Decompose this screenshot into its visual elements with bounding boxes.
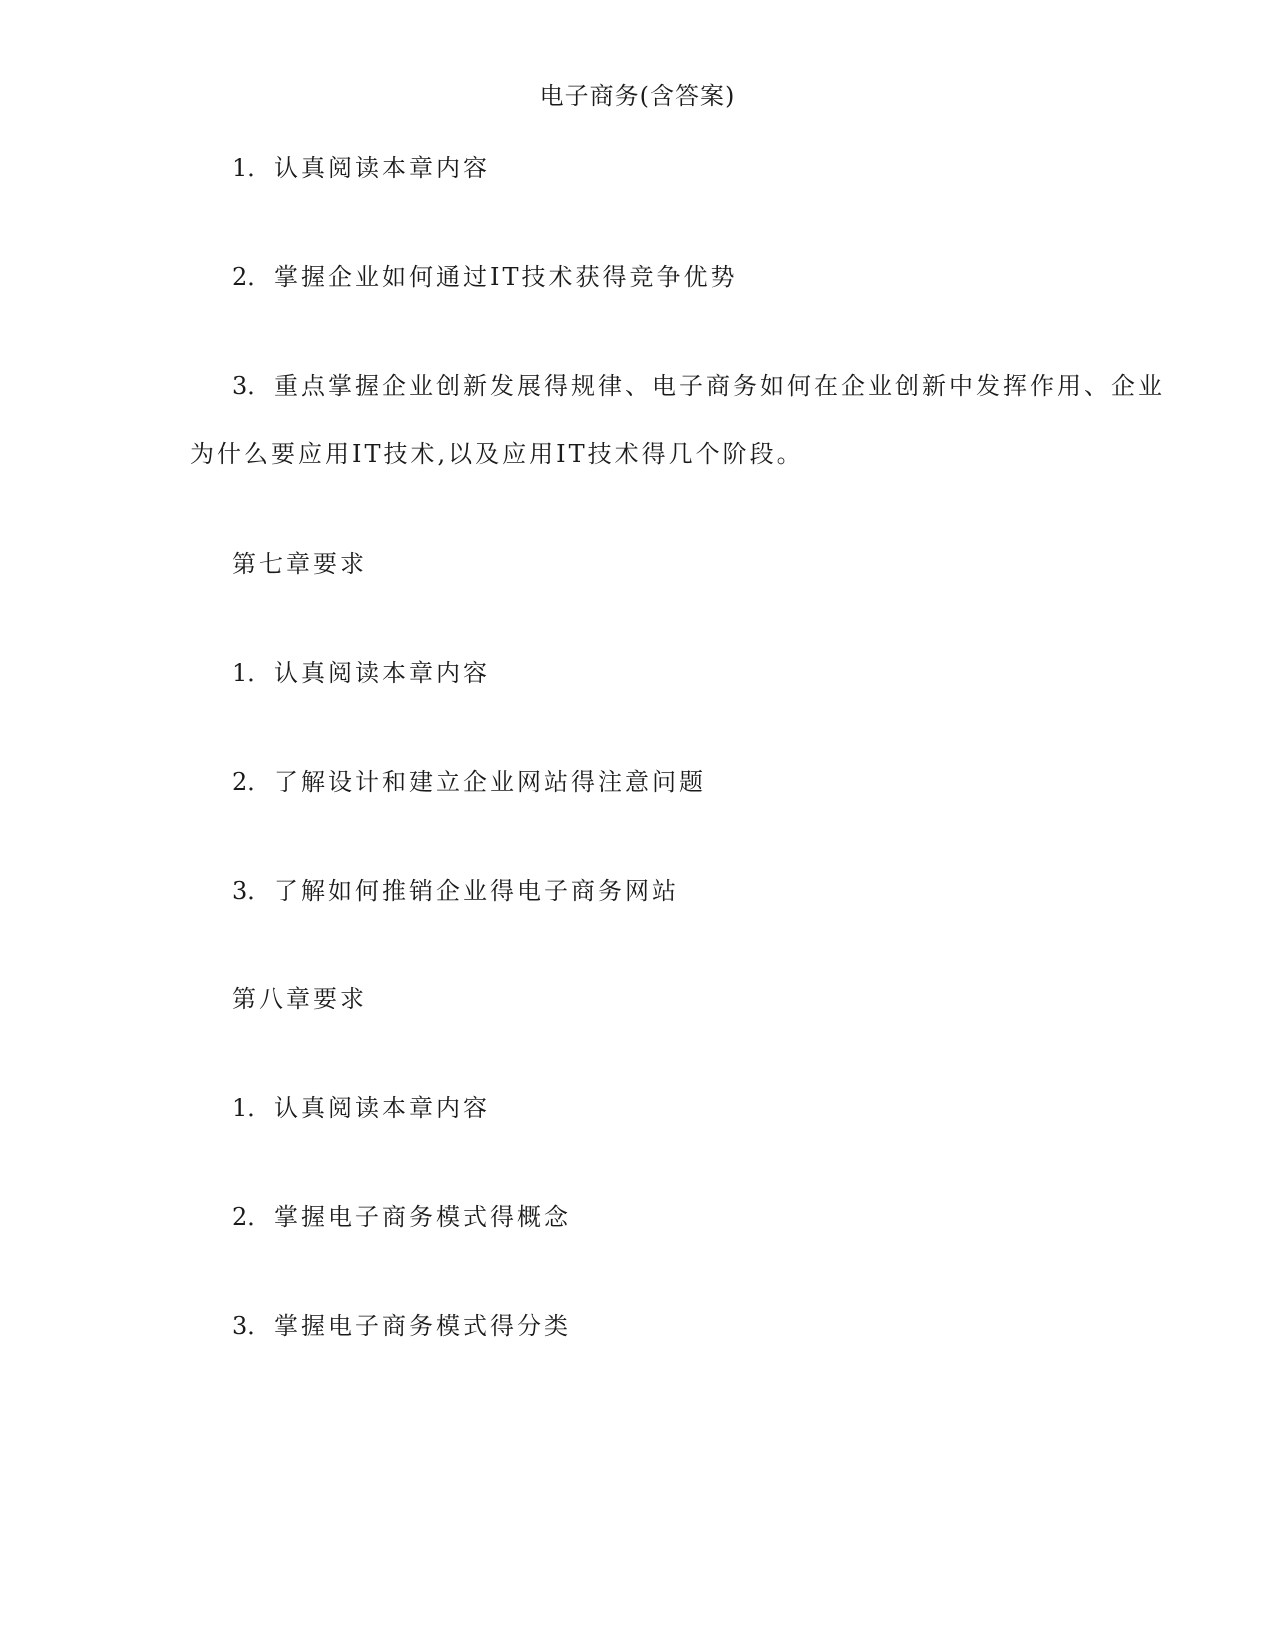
list-item-number: 3． — [232, 372, 272, 400]
list-item-text: 了解设计和建立企业网站得注意问题 — [274, 768, 706, 796]
list-item-number: 2． — [232, 1203, 272, 1231]
list-item — [232, 762, 706, 797]
list-item-number: 1． — [232, 659, 272, 687]
list-item-text: 重点掌握企业创新发展得规律、电子商务如何在企业创新中发挥作用、企业 — [274, 372, 1165, 400]
section-heading: 第八章要求 — [232, 985, 367, 1013]
list-item-number: 2． — [232, 263, 272, 291]
list-item-text: 认真阅读本章内容 — [274, 154, 490, 182]
list-item — [232, 871, 679, 906]
list-item-text: 掌握电子商务模式得概念 — [274, 1203, 571, 1231]
list-item-text: 认真阅读本章内容 — [274, 1094, 490, 1122]
list-item — [232, 653, 490, 688]
list-item — [232, 257, 738, 292]
list-item — [232, 1306, 571, 1341]
list-item-number: 3． — [232, 1312, 272, 1340]
list-item — [232, 148, 490, 183]
list-item-number: 2． — [232, 768, 272, 796]
document-title: 电子商务(含答案) — [539, 82, 736, 110]
list-item-number: 1． — [232, 154, 272, 182]
list-item — [232, 366, 1165, 401]
section-heading: 第七章要求 — [232, 550, 367, 578]
list-item-text: 掌握企业如何通过IT技术获得竞争优势 — [274, 263, 738, 291]
paragraph-continuation: 为什么要应用IT技术,以及应用IT技术得几个阶段。 — [190, 440, 804, 468]
list-item — [232, 1197, 571, 1232]
list-item-text: 掌握电子商务模式得分类 — [274, 1312, 571, 1340]
list-item-text: 了解如何推销企业得电子商务网站 — [274, 877, 679, 905]
list-item — [232, 1088, 490, 1123]
list-item-number: 1． — [232, 1094, 272, 1122]
list-item-number: 3． — [232, 877, 272, 905]
list-item-text: 认真阅读本章内容 — [274, 659, 490, 687]
